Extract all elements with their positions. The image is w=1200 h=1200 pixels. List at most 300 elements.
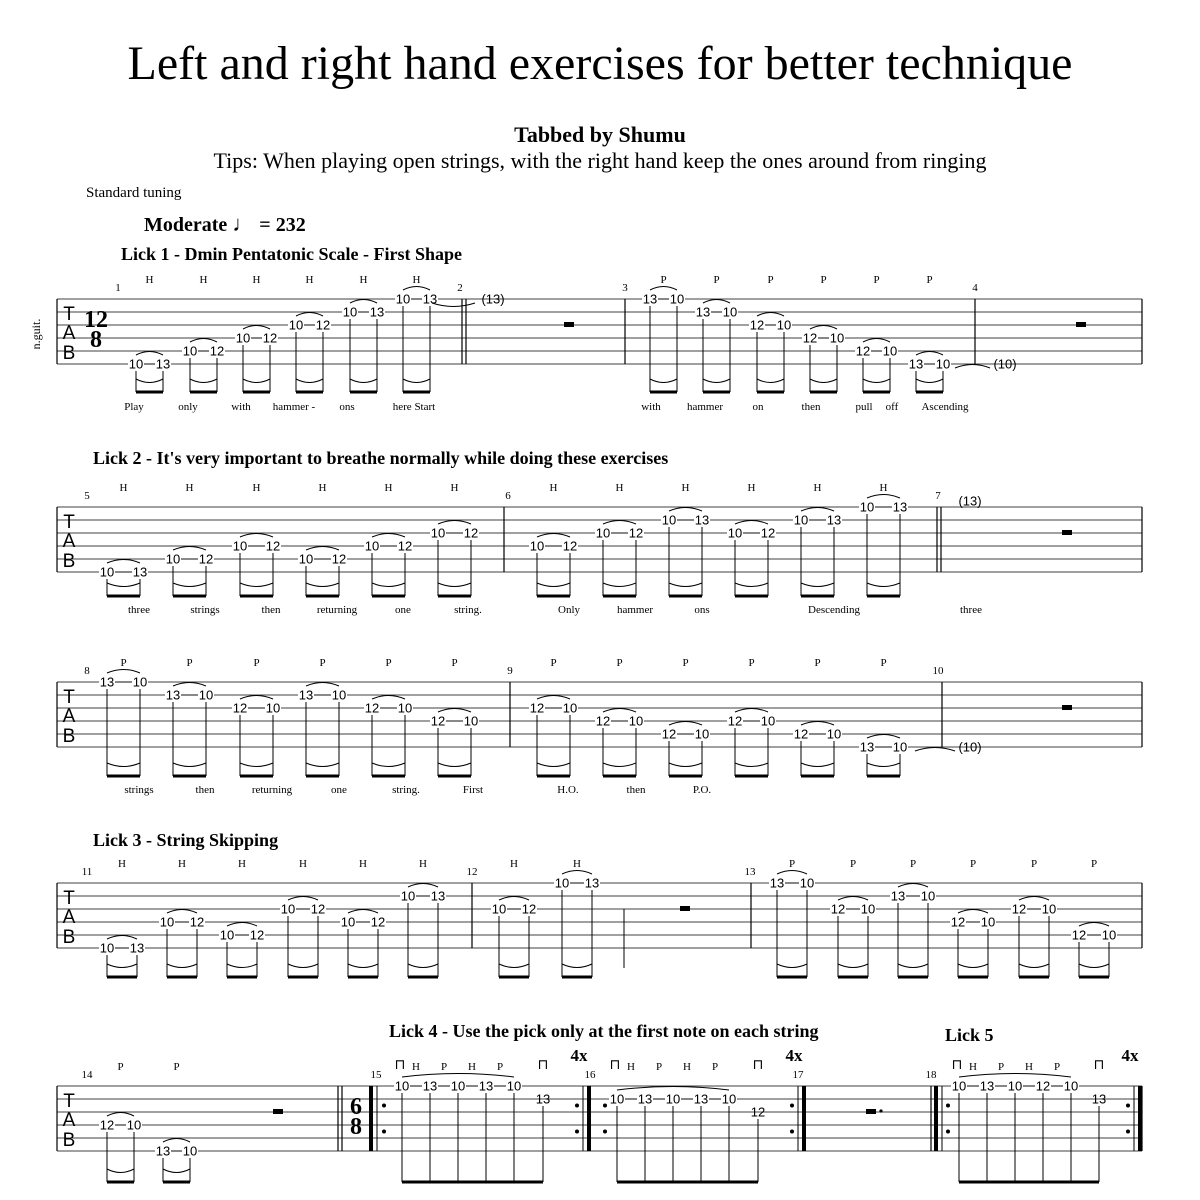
slur — [240, 534, 273, 538]
measure-number: 16 — [584, 1069, 596, 1081]
repeat-dot — [603, 1130, 607, 1134]
repeat-count: 4x — [785, 1046, 803, 1065]
fret-number: 10 — [793, 512, 809, 528]
lyric-text: Ascending — [921, 401, 969, 413]
technique-mark: P — [909, 858, 917, 870]
rest-dot — [879, 1109, 882, 1112]
lyric-text: hammer - — [272, 401, 316, 413]
slur — [617, 1087, 729, 1091]
lyric-text: returning — [251, 784, 293, 796]
fret-number: 12 — [463, 525, 479, 541]
author-credit: Tabbed by Shumu — [514, 122, 686, 147]
fret-number: 12 — [562, 538, 578, 554]
beam-slur — [499, 964, 529, 968]
technique-mark: H — [969, 1061, 977, 1073]
beam-slur — [863, 379, 890, 383]
fret-number: 10 — [232, 538, 248, 554]
technique-mark: P — [319, 657, 326, 669]
tied-note: (10) — [993, 356, 1017, 372]
slur — [801, 508, 834, 512]
fret-number: 13 — [826, 512, 842, 528]
beam-slur — [240, 583, 273, 587]
slur — [372, 534, 405, 538]
page-title: Left and right hand exercises for better technique — [127, 37, 1073, 90]
fret-number: 12 — [727, 713, 743, 729]
fret-number: 10 — [529, 538, 545, 554]
beam-slur — [537, 763, 570, 767]
technique-mark: H — [145, 274, 154, 286]
lyric-text: hammer — [686, 401, 724, 413]
tab-clef-letter: T — [63, 888, 75, 909]
slur — [403, 287, 430, 291]
fret-number: 13 — [694, 512, 710, 528]
beam-slur — [537, 583, 570, 587]
fret-number: 10 — [159, 914, 175, 930]
fret-number: 13 — [908, 356, 924, 372]
slur — [227, 923, 257, 927]
lyric-text: H.O. — [557, 784, 579, 796]
beam-slur — [650, 379, 677, 383]
technique-mark: H — [384, 482, 393, 494]
lyric-text: three — [128, 604, 150, 616]
lyric-text: First — [462, 784, 484, 796]
fret-number: 13 — [298, 687, 314, 703]
beam-slur — [801, 583, 834, 587]
slur — [438, 521, 471, 525]
fret-number: 10 — [280, 901, 296, 917]
beam-slur — [173, 763, 206, 767]
fret-number: 10 — [1063, 1078, 1079, 1094]
beam-slur — [867, 583, 900, 587]
tab-clef-letter: T — [63, 1091, 75, 1112]
technique-mark: H — [549, 482, 558, 494]
section-title: Lick 4 - Use the pick only at the first note on each string — [389, 1021, 819, 1041]
fret-number: 10 — [562, 700, 578, 716]
technique-mark: H — [305, 274, 314, 286]
beam-slur — [438, 583, 471, 587]
beam-slur — [703, 379, 730, 383]
fret-number: 12 — [1035, 1078, 1051, 1094]
slur — [306, 683, 339, 687]
fret-number: 13 — [165, 687, 181, 703]
beam-slur — [190, 379, 217, 383]
quarter-note-icon: ♩ — [232, 211, 255, 236]
fret-number: 12 — [950, 914, 966, 930]
fret-number: 12 — [855, 343, 871, 359]
slur — [296, 313, 323, 317]
fret-number: 10 — [609, 1091, 625, 1107]
tab-clef-letter: B — [62, 726, 76, 747]
beam-slur — [669, 763, 702, 767]
lyric-text: then — [626, 784, 646, 796]
technique-mark: P — [655, 1061, 663, 1073]
fret-number: 13 — [369, 304, 385, 320]
slur — [603, 709, 636, 713]
fret-number: 10 — [892, 739, 908, 755]
fret-number: 12 — [364, 700, 380, 716]
slur — [757, 313, 784, 317]
fret-number: 12 — [760, 525, 776, 541]
tab-clef-letter: B — [62, 927, 76, 948]
fret-number: 12 — [209, 343, 225, 359]
technique-mark: H — [450, 482, 459, 494]
repeat-barline — [369, 1086, 373, 1151]
fret-number: 12 — [1011, 901, 1027, 917]
lyric-text: ons — [339, 401, 355, 413]
beam-slur — [136, 379, 163, 383]
fret-number: 10 — [132, 674, 148, 690]
technique-mark: P — [550, 657, 557, 669]
slur — [867, 735, 900, 739]
fret-number: 10 — [665, 1091, 681, 1107]
technique-mark: P — [440, 1061, 448, 1073]
slur — [243, 326, 270, 330]
technique-mark: P — [682, 657, 689, 669]
slur — [958, 910, 988, 914]
fret-number: 10 — [727, 525, 743, 541]
technique-mark: P — [1053, 1061, 1061, 1073]
beam-slur — [1019, 964, 1049, 968]
measure-number: 18 — [925, 1069, 937, 1081]
fret-number: 10 — [669, 291, 685, 307]
instrument-label: n.guit. — [29, 318, 43, 350]
beam-slur — [167, 964, 197, 968]
fret-number: 10 — [288, 317, 304, 333]
beam-slur — [240, 763, 273, 767]
beam-slur — [403, 379, 430, 383]
beam-slur — [438, 763, 471, 767]
section-title: Lick 2 - It's very important to breathe normally while doing these exercises — [93, 448, 669, 468]
beam-slur — [958, 964, 988, 968]
fret-number: 10 — [506, 1078, 522, 1094]
fret-number: 10 — [342, 304, 358, 320]
repeat-barline — [802, 1086, 806, 1151]
measure-number: 2 — [457, 282, 463, 294]
repeat-dot — [946, 1104, 950, 1108]
pick-downstroke-icon: ⊓ — [752, 1056, 764, 1072]
beam-slur — [603, 763, 636, 767]
beam-slur — [801, 763, 834, 767]
fret-number: 12 — [1071, 927, 1087, 943]
technique-mark: H — [468, 1061, 476, 1073]
slur — [408, 884, 438, 888]
fret-number: 10 — [128, 356, 144, 372]
technique-mark: P — [788, 858, 796, 870]
beam-slur — [562, 964, 592, 968]
lyric-text: string. — [454, 604, 482, 616]
slur — [898, 884, 928, 888]
technique-mark: P — [660, 274, 667, 286]
slur — [916, 352, 943, 356]
beam-slur — [296, 379, 323, 383]
repeat-barline — [587, 1086, 591, 1151]
fret-number: 10 — [364, 538, 380, 554]
technique-mark: H — [683, 1061, 691, 1073]
slur — [350, 300, 377, 304]
tempo-label: Moderate — [144, 214, 228, 236]
measure-number: 14 — [81, 1069, 93, 1081]
slur — [1079, 923, 1109, 927]
beam-slur — [1079, 964, 1109, 968]
beam-slur — [603, 583, 636, 587]
beam-slur — [227, 964, 257, 968]
technique-mark: P — [496, 1061, 504, 1073]
time-signature: 6 — [350, 1094, 362, 1120]
fret-number: 10 — [298, 551, 314, 567]
technique-mark: H — [1025, 1061, 1033, 1073]
whole-rest — [273, 1109, 283, 1114]
tied-note: (13) — [481, 291, 505, 307]
pick-downstroke-icon: ⊓ — [394, 1056, 406, 1072]
fret-number: 13 — [859, 739, 875, 755]
measure-number: 9 — [507, 665, 513, 677]
slur — [735, 521, 768, 525]
slur — [107, 1113, 134, 1117]
tie — [915, 748, 955, 752]
slur — [863, 339, 890, 343]
fret-number: 10 — [1041, 901, 1057, 917]
fret-number: 12 — [310, 901, 326, 917]
fret-number: 10 — [265, 700, 281, 716]
fret-number: 10 — [826, 726, 842, 742]
technique-mark: H — [747, 482, 756, 494]
fret-number: 12 — [750, 1104, 766, 1120]
repeat-dot — [575, 1130, 579, 1134]
lyric-text: here Start — [392, 401, 436, 413]
fret-number: 13 — [422, 1078, 438, 1094]
lyric-text: string. — [392, 784, 420, 796]
slur — [801, 722, 834, 726]
fret-number: 13 — [979, 1078, 995, 1094]
repeat-dot — [790, 1104, 794, 1108]
fret-number: 12 — [430, 713, 446, 729]
beam-slur — [348, 964, 378, 968]
lyric-text: then — [195, 784, 215, 796]
time-signature: 8 — [350, 1114, 362, 1140]
technique-mark: H — [879, 482, 888, 494]
fret-number: 10 — [1101, 927, 1117, 943]
beam-slur — [306, 583, 339, 587]
measure-number: 8 — [84, 665, 90, 677]
fret-number: 12 — [521, 901, 537, 917]
fret-number: 10 — [694, 726, 710, 742]
technique-mark: P — [120, 657, 127, 669]
whole-rest — [680, 906, 690, 911]
slur — [537, 534, 570, 538]
technique-mark: H — [199, 274, 208, 286]
section-title: Lick 3 - String Skipping — [93, 830, 279, 850]
lyric-text: then — [261, 604, 281, 616]
slur — [372, 696, 405, 700]
technique-mark: P — [186, 657, 193, 669]
technique-mark: H — [412, 1061, 420, 1073]
measure-number: 17 — [792, 1069, 804, 1081]
repeat-dot — [1126, 1130, 1130, 1134]
fret-number: 12 — [370, 914, 386, 930]
tab-clef-letter: A — [62, 706, 76, 727]
measure-number: 3 — [622, 282, 628, 294]
fret-number: 12 — [793, 726, 809, 742]
fret-number: 10 — [340, 914, 356, 930]
fret-number: 12 — [262, 330, 278, 346]
fret-number: 10 — [722, 304, 738, 320]
slur — [306, 547, 339, 551]
technique-mark: H — [627, 1061, 635, 1073]
repeat-barline — [1138, 1086, 1142, 1151]
technique-mark: H — [419, 858, 427, 870]
measure-number: 15 — [370, 1069, 382, 1081]
lyric-text: with — [231, 401, 251, 413]
lyric-text: Play — [124, 401, 144, 413]
beam-slur — [735, 583, 768, 587]
tab-clef-letter: T — [63, 687, 75, 708]
technique-mark: P — [814, 657, 821, 669]
fret-number: 10 — [99, 940, 115, 956]
beam-slur — [306, 763, 339, 767]
beam-slur — [107, 964, 137, 968]
fret-number: 10 — [182, 1143, 198, 1159]
tie — [955, 365, 990, 369]
fret-number: 13 — [695, 304, 711, 320]
fret-number: 12 — [232, 700, 248, 716]
whole-rest — [1076, 322, 1086, 327]
repeat-dot — [1126, 1104, 1130, 1108]
technique-mark: H — [318, 482, 327, 494]
tab-clef-letter: B — [62, 551, 76, 572]
measure-number: 11 — [81, 866, 93, 878]
repeat-dot — [382, 1130, 386, 1134]
lyric-text: strings — [190, 604, 220, 616]
fret-number: 13 — [155, 1143, 171, 1159]
lyric-text: on — [752, 401, 764, 413]
lyric-text: returning — [316, 604, 358, 616]
technique-mark: H — [813, 482, 822, 494]
fret-number: 12 — [189, 914, 205, 930]
fret-number: 13 — [155, 356, 171, 372]
fret-number: 13 — [892, 499, 908, 515]
fret-number: 10 — [126, 1117, 142, 1133]
fret-number: 12 — [749, 317, 765, 333]
fret-number: 10 — [331, 687, 347, 703]
lyric-text: hammer — [616, 604, 654, 616]
tempo-value: = 232 — [259, 214, 306, 236]
fret-number: 12 — [397, 538, 413, 554]
technique-mark: H — [359, 274, 368, 286]
slur — [173, 683, 206, 687]
tab-clef-letter: T — [63, 304, 75, 325]
tab-clef-letter: T — [63, 512, 75, 533]
technique-mark: H — [252, 274, 261, 286]
repeat-dot — [790, 1130, 794, 1134]
fret-number: 12 — [628, 525, 644, 541]
technique-mark: H — [359, 858, 367, 870]
slur — [499, 897, 529, 901]
technique-mark: H — [573, 858, 581, 870]
beam-slur — [735, 763, 768, 767]
fret-number: 10 — [935, 356, 951, 372]
lyric-text: with — [641, 401, 661, 413]
fret-number: 13 — [132, 564, 148, 580]
whole-rest — [564, 322, 574, 327]
fret-number: 10 — [760, 713, 776, 729]
repeat-count: 4x — [570, 1046, 588, 1065]
whole-rest — [1062, 705, 1072, 710]
technique-mark: H — [118, 858, 126, 870]
slur — [669, 508, 702, 512]
beam-slur — [777, 964, 807, 968]
slur — [107, 936, 137, 940]
technique-mark: H — [252, 482, 261, 494]
technique-mark: H — [119, 482, 128, 494]
slur — [703, 300, 730, 304]
technique-mark: H — [178, 858, 186, 870]
measure-number: 4 — [972, 282, 978, 294]
tuning-label: Standard tuning — [86, 185, 182, 201]
technique-mark: H — [615, 482, 624, 494]
beam-slur — [669, 583, 702, 587]
slur — [838, 897, 868, 901]
beam-slur — [372, 583, 405, 587]
tied-note: (13) — [958, 493, 982, 509]
fret-number: 10 — [99, 564, 115, 580]
slur — [173, 547, 206, 551]
fret-number: 10 — [450, 1078, 466, 1094]
beam-slur — [107, 763, 140, 767]
fret-number: 13 — [478, 1078, 494, 1094]
technique-mark: P — [117, 1061, 124, 1073]
fret-number: 13 — [535, 1091, 551, 1107]
technique-mark: H — [412, 274, 421, 286]
slur — [107, 670, 140, 674]
slur — [240, 696, 273, 700]
pick-downstroke-icon: ⊓ — [609, 1056, 621, 1072]
lyric-text: strings — [124, 784, 154, 796]
dotted-half-rest — [866, 1109, 876, 1114]
pick-downstroke-icon: ⊓ — [537, 1056, 549, 1072]
fret-number: 10 — [859, 499, 875, 515]
technique-mark: P — [873, 274, 880, 286]
fret-number: 13 — [637, 1091, 653, 1107]
technique-mark: H — [185, 482, 194, 494]
fret-number: 12 — [249, 927, 265, 943]
slur — [867, 495, 900, 499]
fret-number: 13 — [642, 291, 658, 307]
tab-clef-letter: B — [62, 343, 76, 364]
slur — [810, 326, 837, 330]
slur — [537, 696, 570, 700]
fret-number: 10 — [721, 1091, 737, 1107]
technique-mark: P — [926, 274, 933, 286]
lyric-text: ons — [694, 604, 710, 616]
lyric-text: then — [801, 401, 821, 413]
lyric-text: off — [885, 401, 899, 413]
time-signature: 12 — [84, 307, 108, 333]
fret-number: 10 — [882, 343, 898, 359]
fret-number: 10 — [219, 927, 235, 943]
fret-number: 10 — [397, 700, 413, 716]
fret-number: 10 — [595, 525, 611, 541]
fret-number: 10 — [860, 901, 876, 917]
technique-mark: P — [713, 274, 720, 286]
lyric-text: one — [331, 784, 347, 796]
measure-number: 13 — [744, 866, 756, 878]
lyric-text: Descending — [808, 604, 860, 616]
pick-downstroke-icon: ⊓ — [1093, 1056, 1105, 1072]
beam-slur — [898, 964, 928, 968]
beam-slur — [838, 964, 868, 968]
fret-number: 10 — [235, 330, 251, 346]
beam-slur — [372, 763, 405, 767]
